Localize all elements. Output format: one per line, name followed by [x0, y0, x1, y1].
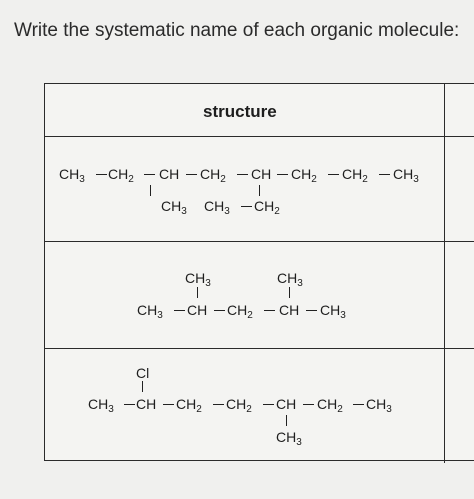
- m1-bond-7: [379, 174, 390, 175]
- m3-c6: [317, 396, 343, 415]
- m2-bond-3: [264, 310, 275, 311]
- m1-c5: [251, 166, 271, 182]
- m1-bond-6: [328, 174, 339, 175]
- m2-branch-bond-2: [289, 287, 290, 298]
- m3-bond-4: [263, 404, 274, 405]
- m3-c5-text: CH: [276, 396, 297, 412]
- m2-branch-bond-1: [197, 287, 198, 298]
- m2-c5: [320, 302, 346, 321]
- m2-c4: [279, 302, 299, 318]
- m2-sub-1: [185, 270, 211, 289]
- m1-sub-2-text: $CH_3$: [204, 198, 230, 217]
- structure-column-header: structure: [203, 102, 277, 121]
- table-right-border: [444, 83, 445, 463]
- m1-c1-text: $CH_3$: [59, 166, 85, 185]
- m1-c3: [159, 166, 179, 182]
- m3-bond-6: [353, 404, 364, 405]
- m1-branch-bond-2: [259, 185, 260, 196]
- m2-c1-text: $CH_3$: [137, 302, 163, 321]
- m2-c2: [187, 302, 207, 318]
- m2-sub-1-text: $CH_3$: [185, 270, 211, 289]
- m2-sub-2: [277, 270, 303, 289]
- m1-c7-text: $CH_2$: [342, 166, 368, 185]
- m1-c2: [108, 166, 134, 185]
- m2-c2-text: CH: [187, 302, 208, 318]
- question-prompt: Write the systematic name of each organic molecule:: [14, 20, 460, 41]
- m3-c5: [276, 396, 296, 412]
- m3-c2-text: CH: [136, 396, 157, 412]
- m3-branch-bond-2: [286, 415, 287, 426]
- m2-c3-text: $CH_2$: [227, 302, 253, 321]
- molecule-row-3: [45, 349, 474, 459]
- m1-c4: [200, 166, 226, 185]
- m1-c6: [291, 166, 317, 185]
- m1-sub-2: [204, 198, 230, 217]
- m3-bond-3: [213, 404, 224, 405]
- m3-c3: [176, 396, 202, 415]
- m3-sub-2-text: $CH_3$: [276, 429, 302, 448]
- m1-c5-text: CH: [251, 166, 272, 182]
- m1-bond-1: [96, 174, 107, 175]
- m2-sub-2-text: $CH_3$: [277, 270, 303, 289]
- m1-bond-2: [144, 174, 155, 175]
- m1-c2-text: $CH_2$: [108, 166, 134, 185]
- m3-sub-2: [276, 429, 302, 448]
- m1-sub-2-ext: [254, 198, 280, 217]
- m3-branch-bond-1: [142, 381, 143, 392]
- m1-bond-3: [186, 174, 197, 175]
- molecule-row-2: [45, 242, 474, 349]
- m2-c4-text: CH: [279, 302, 300, 318]
- m3-c7: [366, 396, 392, 415]
- m1-sub-2-ext-text: $CH_2$: [254, 198, 280, 217]
- m3-c3-text: $CH_2$: [176, 396, 202, 415]
- m1-sub-1-text: $CH_3$: [161, 198, 187, 217]
- structure-table: [44, 83, 474, 461]
- m1-c8: [393, 166, 419, 185]
- m2-c5-text: $CH_3$: [320, 302, 346, 321]
- m1-sub-1: [161, 198, 187, 217]
- m1-c6-text: $CH_2$: [291, 166, 317, 185]
- m1-c1: [59, 166, 85, 185]
- m1-branch-bond-1: [150, 185, 151, 196]
- m2-bond-1: [174, 310, 185, 311]
- m1-c7: [342, 166, 368, 185]
- m3-c7-text: $CH_3$: [366, 396, 392, 415]
- m1-bond-5: [277, 174, 288, 175]
- table-header-row: [45, 84, 474, 137]
- m1-c3-text: CH: [159, 166, 180, 182]
- m1-c4-text: $CH_2$: [200, 166, 226, 185]
- m2-bond-2: [214, 310, 225, 311]
- m3-c6-text: $CH_2$: [317, 396, 343, 415]
- m3-c2: [136, 396, 156, 412]
- m3-bond-1: [124, 404, 135, 405]
- m2-c1: [137, 302, 163, 321]
- m3-bond-5: [303, 404, 314, 405]
- m3-bond-2: [163, 404, 174, 405]
- m3-sub-1: [136, 365, 149, 381]
- m3-c1-text: $CH_3$: [88, 396, 114, 415]
- m1-branch-bond-3: [241, 206, 252, 207]
- m3-c4: [226, 396, 252, 415]
- m3-sub-1-text: Cl: [136, 365, 150, 381]
- m1-c8-text: $CH_3$: [393, 166, 419, 185]
- m2-c3: [227, 302, 253, 321]
- m1-bond-4: [237, 174, 248, 175]
- m3-c4-text: $CH_2$: [226, 396, 252, 415]
- m3-c1: [88, 396, 114, 415]
- m2-bond-4: [306, 310, 317, 311]
- molecule-row-1: [45, 137, 474, 242]
